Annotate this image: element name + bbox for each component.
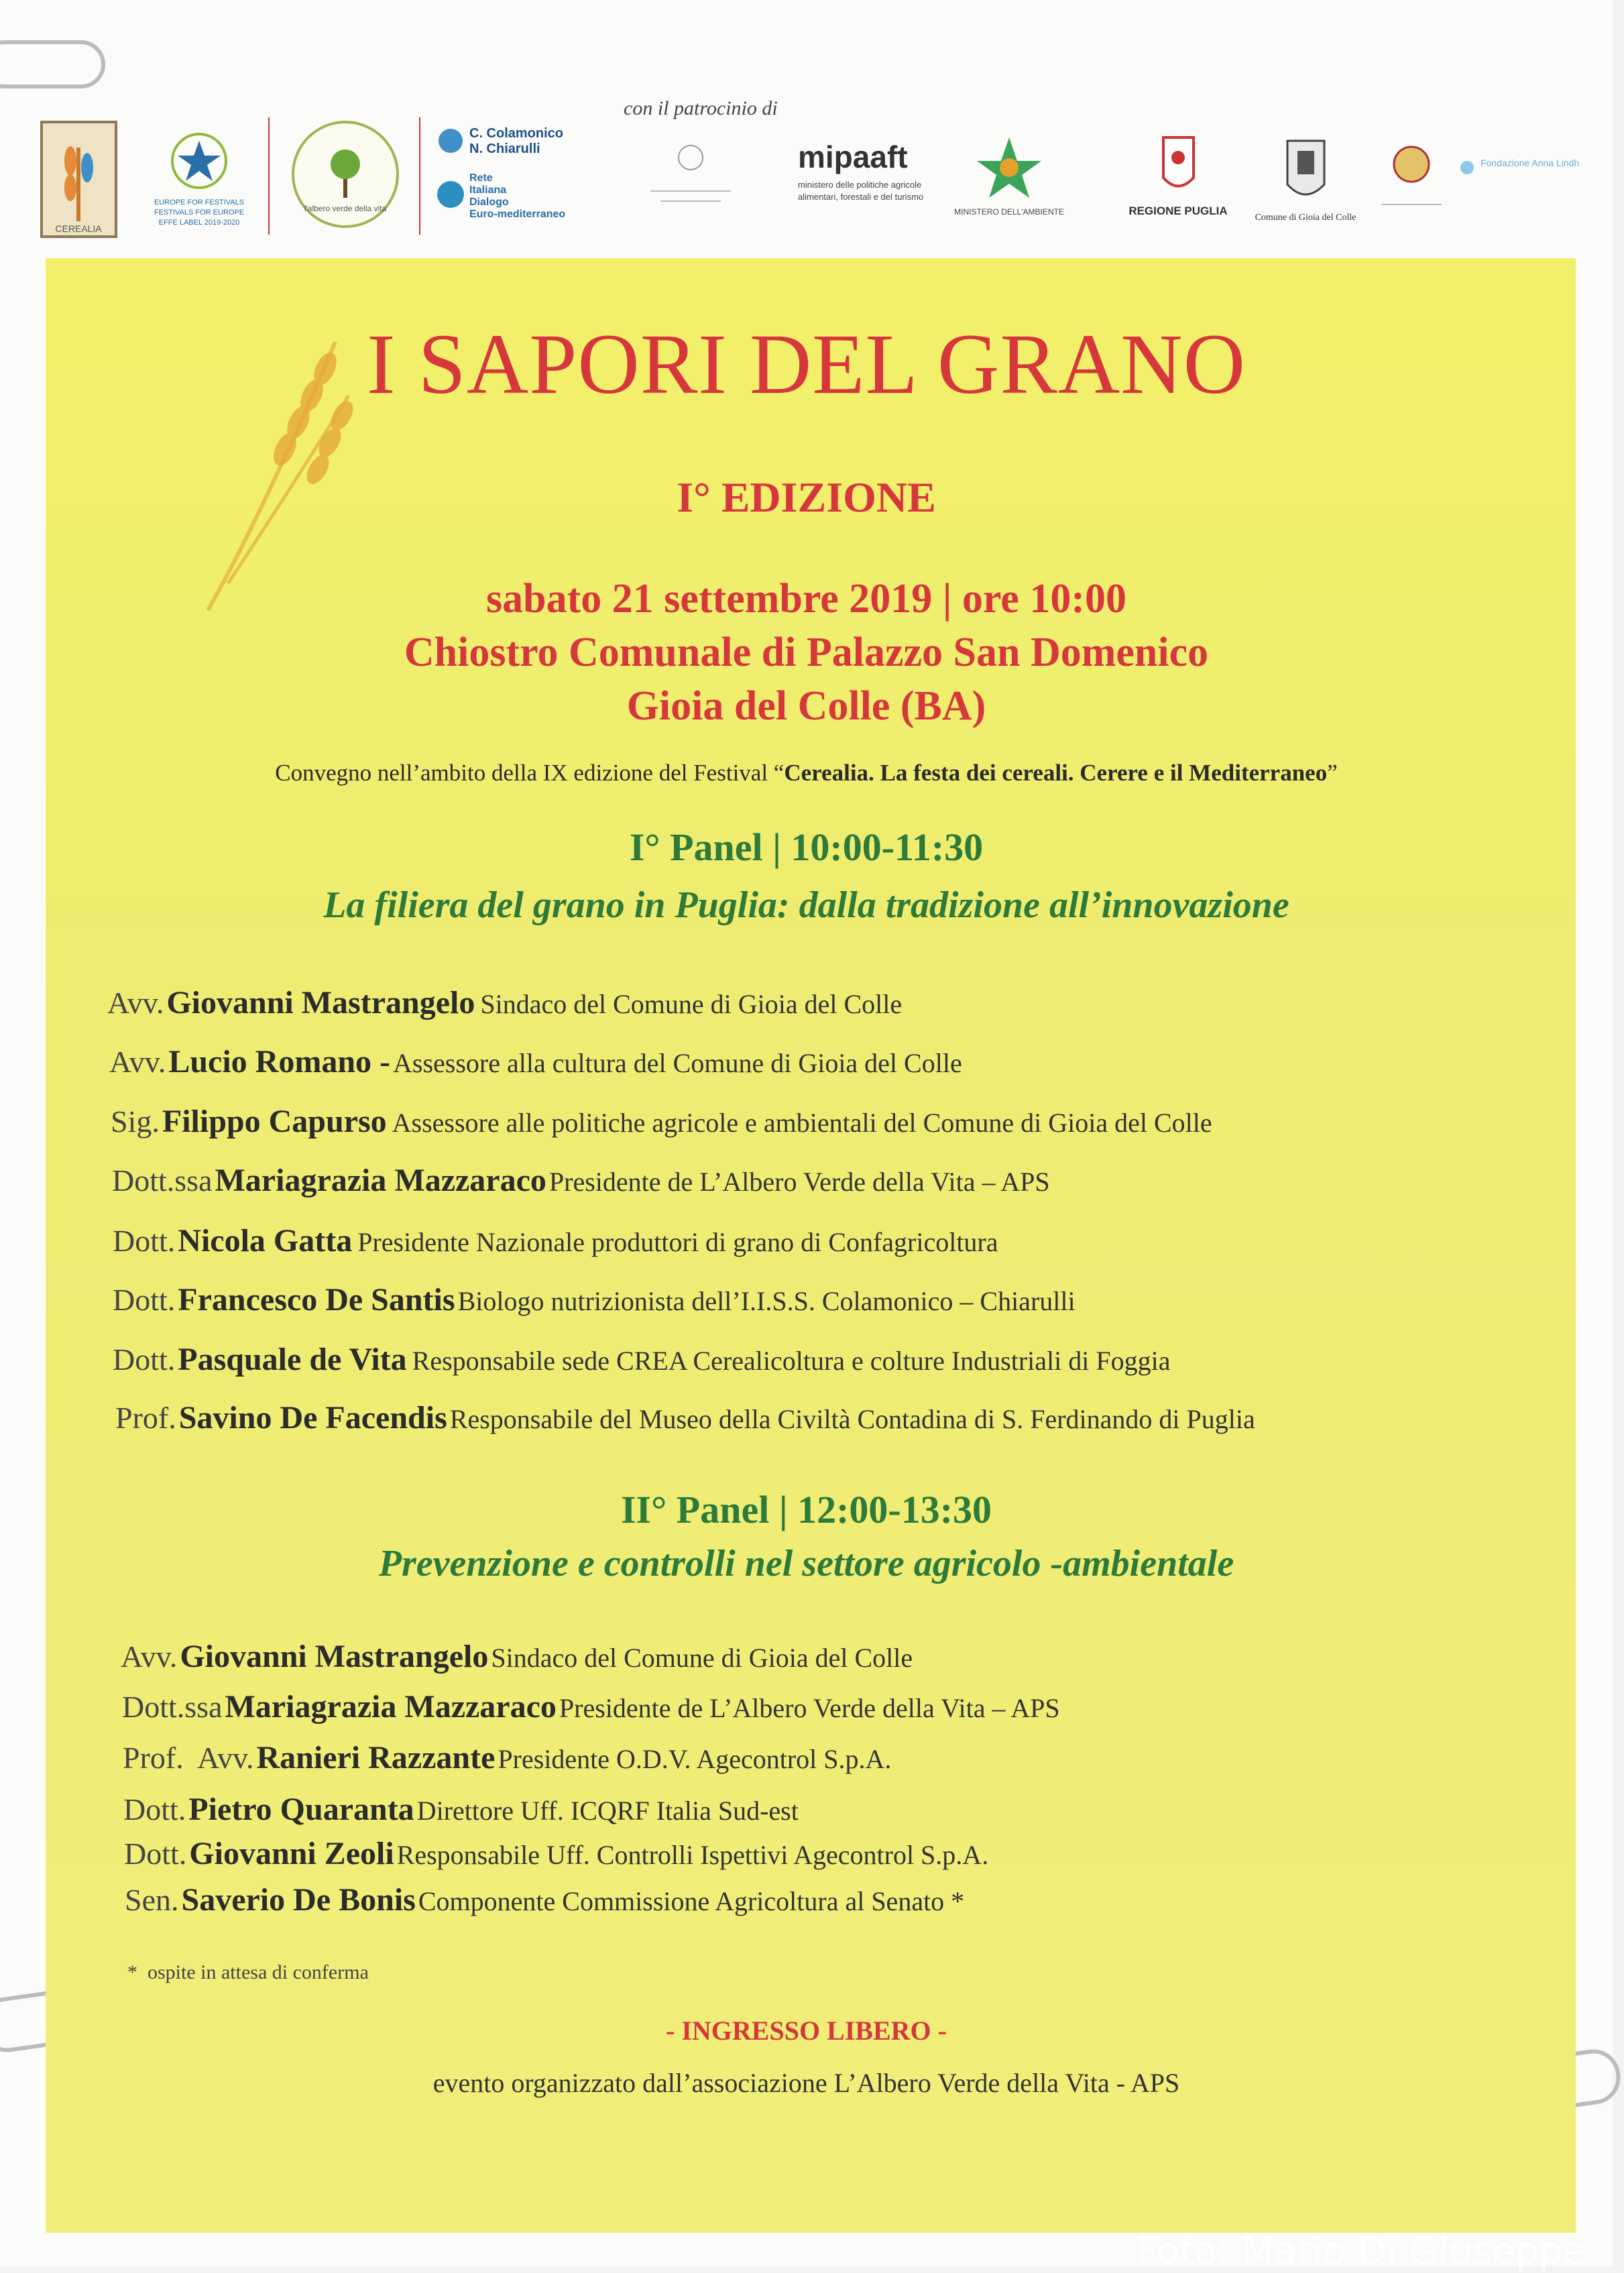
speaker-row: Dott. Francesco De Santis Biologo nutrizionista dell’I.I.S.S. Colamonico – Chiarulli [113,1282,1076,1318]
svg-text:N. Chiarulli: N. Chiarulli [469,141,540,156]
speaker-row: Dott. Pietro Quaranta Direttore Uff. ICQRF Italia Sud-est [123,1792,799,1827]
logo-divider [419,117,420,235]
speaker-row: Sen. Saverio De Bonis Componente Commissione Agricoltura al Senato * [125,1882,965,1918]
regione-puglia-logo [1120,131,1237,225]
svg-text:l'albero verde della vita: l'albero verde della vita [304,204,387,213]
svg-text:Dialogo: Dialogo [469,196,509,208]
ministero-ambiente-logo [942,131,1076,221]
guest-note: * ospite in attesa di conferma [127,1961,369,1983]
speaker-row: Prof. Savino De Facendis Responsabile del Museo della Civiltà Contadina di S. Ferdinando di Puglia [115,1400,1255,1436]
svg-text:Italiana: Italiana [469,184,507,196]
svg-text:alimentari, forestali e del tu: alimentari, forestali e del turismo [798,192,924,202]
svg-text:CEREALIA: CEREALIA [55,223,102,234]
date-time: sabato 21 settembre 2019 | ore 10:00 [486,576,1126,622]
speaker-row: Dott. Pasquale de Vita Responsabile sede CREA Cerealicoltura e colture Industriali di Foggia [113,1342,1171,1377]
svg-text:EFFE LABEL 2019-2020: EFFE LABEL 2019-2020 [158,219,240,227]
speaker-row: Prof. Avv. Ranieri Razzante Presidente O.D.V. Agecontrol S.p.A. [123,1740,892,1775]
patrocinio-label: con il patrocinio di [624,97,778,119]
logo-divider [268,117,270,235]
city: Gioia del Colle (BA) [626,683,986,729]
venue: Chiostro Comunale di Palazzo San Domenico [404,630,1209,675]
speaker-row: Sig. Filippo Capurso Assessore alle politiche agricole e ambientali del Comune di Gioia del Colle [111,1104,1212,1139]
svg-text:Fondazione Anna Lindh: Fondazione Anna Lindh [1481,158,1580,168]
free-entry: - INGRESSO LIBERO - [666,2016,947,2046]
speaker-row: Dott.ssa Mariagrazia Mazzaraco Presidente de L’Albero Verde della Vita – APS [122,1689,1060,1725]
svg-text:MINISTERO DELL'AMBIENTE: MINISTERO DELL'AMBIENTE [954,207,1064,217]
ambasciata-logo [1371,137,1452,225]
intro-text: Convegno nell’ambito della IX edizione del Festival “Cerealia. La festa dei cereali. Cerere e il Mediterraneo” [275,760,1338,786]
svg-text:EUROPE FOR FESTIVALS: EUROPE FOR FESTIVALS [154,198,245,207]
speaker-row: Dott. Giovanni Zeoli Responsabile Uff. Controlli Ispettivi Agecontrol S.p.A. [124,1836,989,1871]
euro-festival-logo [151,121,248,241]
poster-title: I SAPORI DEL GRANO [366,316,1246,412]
panel1-subtitle: La filiera del grano in Puglia: dalla tradizione all’innovazione [323,884,1289,926]
svg-text:FESTIVALS FOR EUROPE: FESTIVALS FOR EUROPE [154,209,245,217]
albero-verde-logo [288,117,402,231]
organizer-note: evento organizzato dall’associazione L’Albero Verde della Vita - APS [432,2068,1180,2098]
speaker-row: Avv. Giovanni Mastrangelo Sindaco del Comune di Gioia del Colle [107,985,903,1021]
svg-text:C. Colamonico: C. Colamonico [469,126,564,141]
panel2-subtitle: Prevenzione e controlli nel settore agricolo -ambientale [378,1543,1234,1584]
paper-clip-icon [0,40,105,89]
edition-label: I° EDIZIONE [677,473,936,521]
svg-text:ministero delle politiche agri: ministero delle politiche agricole [798,180,922,190]
comune-gioia-logo [1247,131,1365,228]
panel1-heading: I° Panel | 10:00-11:30 [629,825,984,869]
panel2-heading: II° Panel | 12:00-13:30 [620,1488,992,1531]
svg-text:REGIONE PUGLIA: REGIONE PUGLIA [1128,205,1228,217]
mipaaft-logo [795,134,935,215]
svg-text:Comune di Gioia del Colle: Comune di Gioia del Colle [1255,213,1356,223]
colamonico-logo [436,121,617,241]
speaker-row: Avv. Lucio Romano - Assessore alla cultura del Comune di Gioia del Colle [109,1044,962,1080]
speaker-row: Avv. Giovanni Mastrangelo Sindaco del Comune di Gioia del Colle [121,1639,913,1674]
svg-text:Rete: Rete [469,172,493,184]
svg-text:mipaaft: mipaaft [798,139,908,174]
speaker-row: Dott. Nicola Gatta Presidente Nazionale produttori di grano di Confagricoltura [113,1223,998,1259]
svg-text:Euro-mediterraneo: Euro-mediterraneo [469,209,566,220]
cerealia-logo [40,121,117,238]
speaker-row: Dott.ssa Mariagrazia Mazzaraco Presidente de L’Albero Verde della Vita – APS [112,1163,1050,1198]
fondazione-logo [1455,148,1580,208]
photo-credit-watermark: Foto: Mario Di Giuseppe [1136,2229,1586,2273]
ministero-esteri-logo [637,137,744,218]
